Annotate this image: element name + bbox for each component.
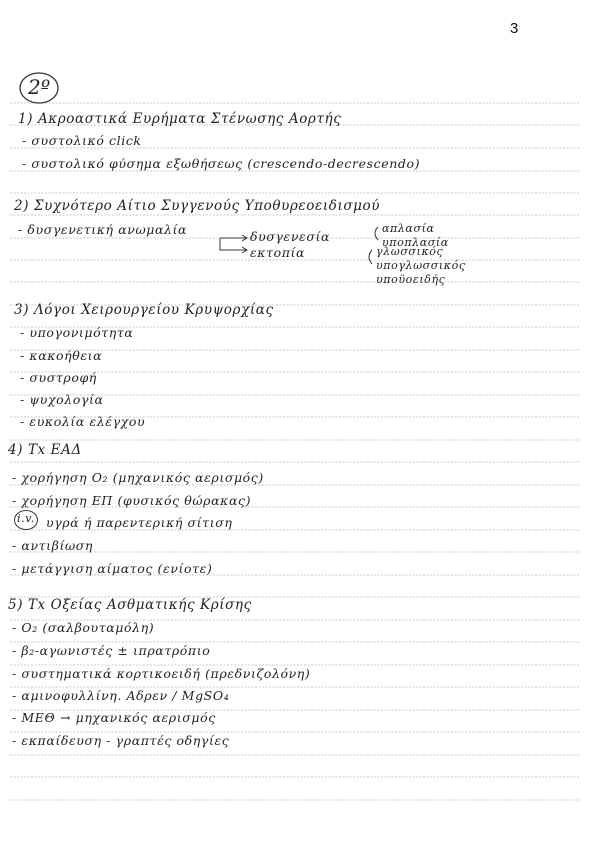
section-2-sub-1-a: απλασία xyxy=(382,222,435,235)
section-2-title: 2) Συχνότερο Αίτιο Συγγενούς Υποθυρεοειδισμού xyxy=(14,198,381,214)
section-2-branch-2: εκτοπία xyxy=(250,245,306,260)
section-2-sub-2-b: υπογλωσσικός xyxy=(376,259,466,272)
section-2-sub-2-a: γλωσσικός xyxy=(376,245,444,258)
section-4-item-2: - χορήγηση ΕΠ (φυσικός θώρακας) xyxy=(12,493,252,508)
section-5-item-4: - αμινοφυλλίνη. Αδρεν / MgSO₄ xyxy=(12,688,230,703)
section-3-item-2: - κακοήθεια xyxy=(20,348,103,363)
section-4-iv-label: i.v. xyxy=(17,512,35,525)
section-marker-label: 2º xyxy=(28,75,51,99)
section-3-item-3: - συστροφή xyxy=(20,370,97,385)
section-5-item-6: - εκπαίδευση - γραπτές οδηγίες xyxy=(12,733,230,748)
page-number: 3 xyxy=(510,20,519,37)
section-4-item-1: - χορήγηση O₂ (μηχανικός αερισμός) xyxy=(12,470,264,485)
section-2-sub-2-c: υποϋοειδής xyxy=(376,273,446,286)
section-2-sub-1-b: υποπλασία xyxy=(382,236,449,249)
section-3-title: 3) Λόγοι Χειρουργείου Κρυψορχίας xyxy=(14,302,274,318)
section-4-item-5: - μετάγγιση αίματος (ενίοτε) xyxy=(12,561,213,576)
section-4-item-4: - αντιβίωση xyxy=(12,538,93,553)
section-5-item-5: - ΜΕΘ → μηχανικός αερισμός xyxy=(12,710,216,725)
section-5-item-2: - β₂-αγωνιστές ± ιπρατρόπιο xyxy=(12,643,211,658)
section-5-item-3: - συστηματικά κορτικοειδή (πρεδνιζολόνη) xyxy=(12,666,311,681)
section-3-item-1: - υπογονιμότητα xyxy=(20,325,134,340)
section-3-item-5: - ευκολία ελέγχου xyxy=(20,414,146,429)
section-2-item-1: - δυσγενετική ανωμαλία xyxy=(18,222,188,237)
section-1-item-1: - συστολικό click xyxy=(22,133,142,148)
section-1-item-2: - συστολικό φύσημα εξωθήσεως (crescendo-decrescendo) xyxy=(22,156,421,171)
section-1-title: 1) Ακροαστικά Ευρήματα Στένωσης Αορτής xyxy=(18,111,342,127)
section-3-item-4: - ψυχολογία xyxy=(20,392,104,407)
section-4-item-3: υγρά ή παρεντερική σίτιση xyxy=(46,515,233,530)
section-5-title: 5) Tx Οξείας Ασθματικής Κρίσης xyxy=(8,597,252,613)
section-5-item-1: - O₂ (σαλβουταμόλη) xyxy=(12,620,155,635)
section-4-title: 4) Tx ΕΑΔ xyxy=(8,442,82,458)
section-2-branch-1: δυσγενεσία xyxy=(250,229,331,244)
